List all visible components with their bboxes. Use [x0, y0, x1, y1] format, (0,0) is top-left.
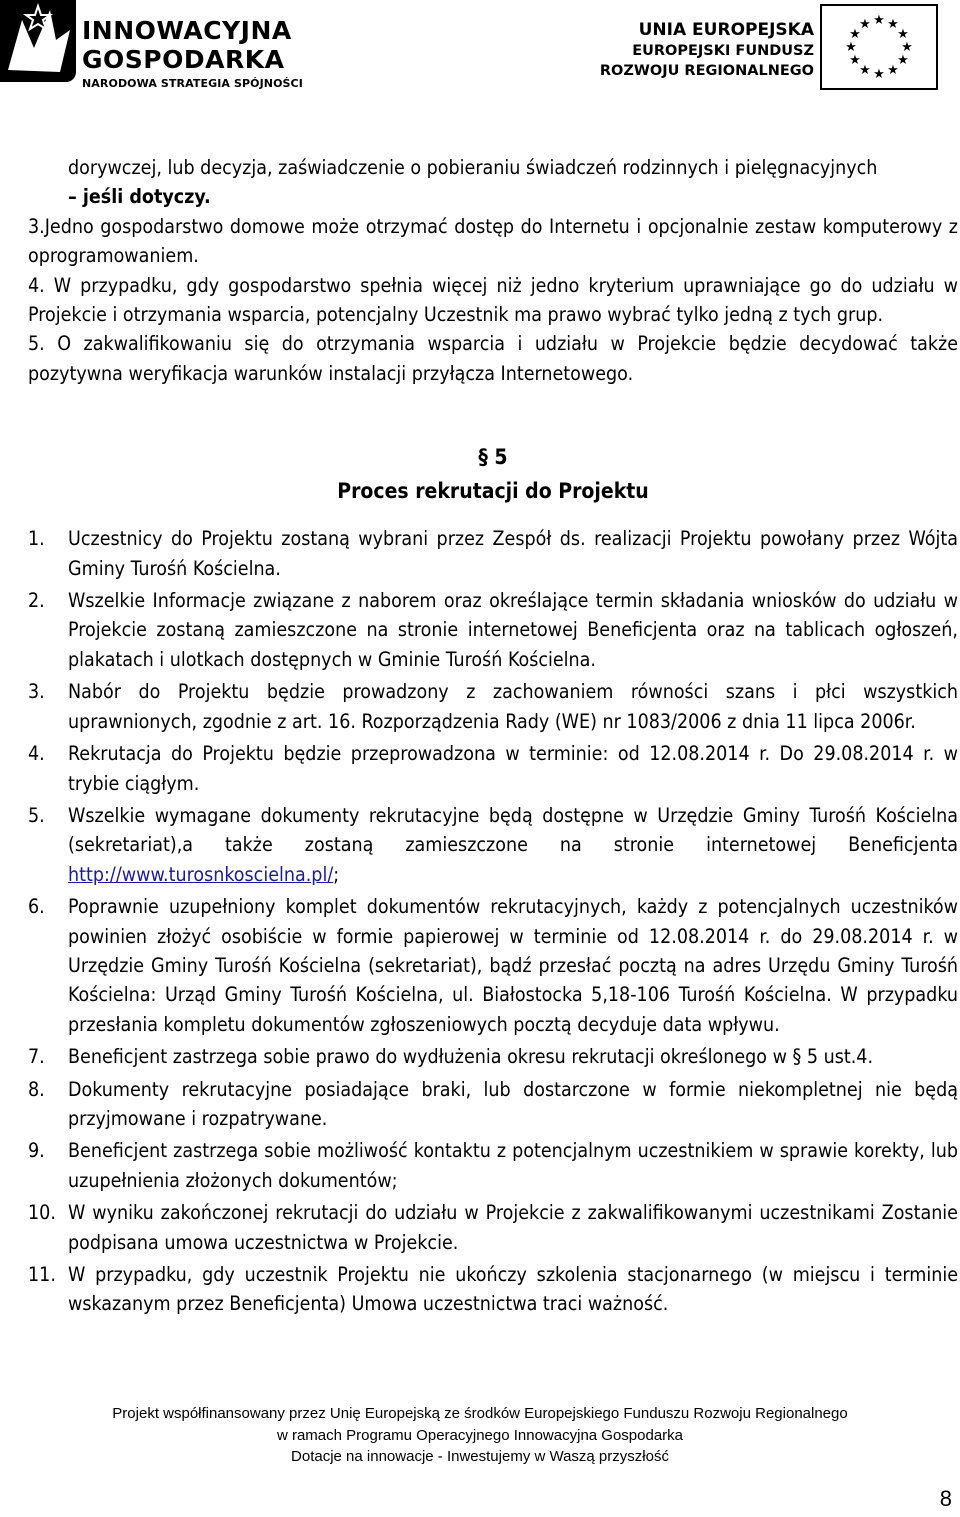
list-item-text: Beneficjent zastrzega sobie prawo do wydłużenia okresu rekrutacji określonego w § 5 ust.4. [68, 1045, 874, 1069]
intro-line-1: dorywczej, lub decyzja, zaświadczenie o pobieraniu świadczeń rodzinnych i pielęgnacyjnych [68, 156, 878, 179]
item-5-number: 5. [28, 332, 45, 356]
svg-text:★: ★ [859, 17, 871, 32]
item-4-number: 4. [28, 273, 45, 297]
list-item [28, 1042, 958, 1071]
eu-logo-text [600, 22, 814, 78]
recruitment-list [28, 524, 958, 1319]
svg-text:★: ★ [897, 53, 909, 68]
section-number: § 5 [478, 445, 508, 470]
svg-text:★: ★ [859, 63, 871, 78]
list-item-text: Wszelkie Informacje związane z naborem oraz określające termin składania wniosków do udziału w Projekcie zostaną zamieszczone na stronie internetowej Beneficjenta oraz na tablicach ogłoszeń, plakatach i ulotkach dostępnych w Gminie Turośń Kościelna. [68, 589, 958, 671]
svg-text:★: ★ [849, 27, 861, 42]
item-4-text [28, 271, 958, 330]
item-3-paragraph: 3.Jedno gospodarstwo domowe może otrzymać dostęp do Internetu i opcjonalnie zestaw komputerowy z oprogramowaniem. [28, 214, 958, 268]
page-number: 8 [939, 1486, 952, 1511]
svg-text:★: ★ [873, 13, 885, 28]
list-item-text: Poprawnie uzupełniony komplet dokumentów rekrutacyjnych, każdy z potencjalnych uczestników powinien złożyć osobiście w formie papierowej w terminie od 12.08.2014 r. do 29.08.2014 r. w Urzędzie Gminy Turośń Kościelna (sekretariat), bądź przesłać pocztą na adres Urzędu Gminy Turośń Kościelna: Urząd Gminy Turośń Kościelna, ul. Białostocka 5,18-106 Turośń Kościelna. W przypadku przesłania kompletu dokumentów zgłoszeniowych pocztą decyduje data wpływu. [68, 895, 958, 1036]
svg-text:★: ★ [887, 17, 899, 32]
list-item-text: Beneficjent zastrzega sobie możliwość kontaktu z potencjalnym uczestnikiem w sprawie korekty, lub uzupełnienia złożonych dokumentów; [68, 1139, 958, 1192]
logo-line-1: INNOWACYJNA [82, 16, 292, 45]
list-item-text: Dokumenty rekrutacyjne posiadające braki, lub dostarczone w formie niekompletnej nie będą przyjmowane i rozpatrywane. [68, 1077, 958, 1130]
svg-text:★: ★ [873, 67, 885, 82]
svg-text:★: ★ [897, 27, 909, 42]
item-5-row [28, 329, 958, 388]
list-item-number: 10. [28, 1201, 56, 1225]
svg-text:★: ★ [849, 53, 861, 68]
list-item-number: 11. [28, 1263, 56, 1286]
logo-line-3: NARODOWA STRATEGIA SPÓJNOŚCI [82, 77, 303, 90]
section-title: Proces rekrutacji do Projektu [337, 479, 649, 504]
page-footer [0, 1403, 960, 1468]
list-item-number: 8. [28, 1077, 45, 1101]
item-5-body: O zakwalifikowaniu się do otrzymania wsparcia i udziału w Projekcie będzie decydować także pozytywna weryfikacja warunków instalacji przyłącza Internetowego. [28, 332, 958, 385]
item-4-body: W przypadku, gdy gospodarstwo spełnia więcej niż jedno kryterium uprawniające go do udziału w Projekcie i otrzymania wsparcia, potencjalny Uczestnik ma prawo wybrać tylko jedną z tych grup. [28, 273, 958, 327]
list-item [28, 1260, 958, 1319]
intro-paragraph [28, 153, 958, 212]
list-item-text [68, 801, 958, 889]
footer-line-3: Dotacje na innowacje - Inwestujemy w Waszą przyszłość [291, 1448, 669, 1465]
svg-text:★: ★ [887, 63, 899, 78]
item-5-text [28, 329, 958, 388]
list-item-text: Nabór do Projektu będzie prowadzony z zachowaniem równości szans i płci wszystkich uprawnionych, zgodnie z art. 16. Rozporządzenia Rady (WE) nr 1083/2006 z dnia 11 lipca 2006r. [68, 680, 958, 733]
list-item-5-tail: ; [333, 862, 340, 886]
list-item-text: W przypadku, gdy uczestnik Projektu nie ukończy szkolenia stacjonarnego (w miejscu i terminie wskazanym przez Beneficjenta) Umowa uczestnictwa traci ważność. [68, 1263, 958, 1316]
list-item [28, 801, 958, 889]
page-header [0, 0, 960, 110]
list-item-number: 4. [28, 742, 45, 766]
list-item-number: 2. [28, 589, 45, 613]
list-item-number: 3. [28, 680, 45, 704]
list-item-number: 6. [28, 895, 45, 919]
list-item [28, 1136, 958, 1195]
list-item-number: 5. [28, 803, 45, 827]
eu-line-2: EUROPEJSKI FUNDUSZ [632, 43, 814, 59]
list-item [28, 586, 958, 674]
svg-text:★: ★ [901, 40, 913, 55]
section-heading [28, 440, 958, 508]
footer-line-2: w ramach Programu Operacyjnego Innowacyjna Gospodarka [276, 1426, 684, 1444]
innowacyjna-gospodarka-emblem [0, 0, 76, 82]
intro-line-2: – jeśli dotyczy. [68, 185, 211, 209]
item-4-row [28, 271, 958, 330]
list-item-text: Rekrutacja do Projektu będzie przeprowadzona w terminie: od 12.08.2014 r. Do 29.08.2014 r. w trybie ciągłym. [68, 742, 958, 795]
list-item-text: W wyniku zakończonej rekrutacji do udziału w Projekcie z zakwalifikowanymi uczestnikami Zostanie podpisana umowa uczestnictwa w Projekcie. [68, 1201, 958, 1254]
eu-flag-icon [820, 4, 938, 90]
logo-line-2: GOSPODARKA [82, 45, 285, 74]
eu-line-3: ROZWOJU REGIONALNEGO [599, 62, 814, 79]
eu-line-1: UNIA EUROPEJSKA [638, 20, 814, 40]
list-item-5-body: Wszelkie wymagane dokumenty rekrutacyjne będą dostępne w Urzędzie Gminy Turośń Kościelna (sekretariat),a także zostaną zamieszczone na stronie internetowej Beneficjenta [68, 803, 958, 857]
list-item [28, 524, 958, 583]
innowacyjna-gospodarka-logo-text [82, 6, 303, 89]
footer-line-1: Projekt współfinansowany przez Unię Europejską ze środków Europejskiego Funduszu Rozwoju Regionalnego [112, 1405, 848, 1422]
list-item [28, 677, 958, 736]
list-item [28, 739, 958, 798]
list-item-number: 1. [28, 527, 45, 551]
list-item [28, 1075, 958, 1134]
list-item-number: 9. [28, 1139, 45, 1163]
svg-text:★: ★ [845, 40, 857, 55]
list-item-text: Uczestnicy do Projektu zostaną wybrani przez Zespół ds. realizacji Projektu powołany przez Wójta Gminy Turośń Kościelna. [68, 527, 958, 580]
document-body [28, 153, 958, 1322]
list-item-number: 7. [28, 1045, 45, 1069]
list-item [28, 1198, 958, 1257]
list-item [28, 892, 958, 1039]
beneficiary-website-link[interactable]: http://www.turosnkoscielna.pl/ [68, 862, 334, 886]
